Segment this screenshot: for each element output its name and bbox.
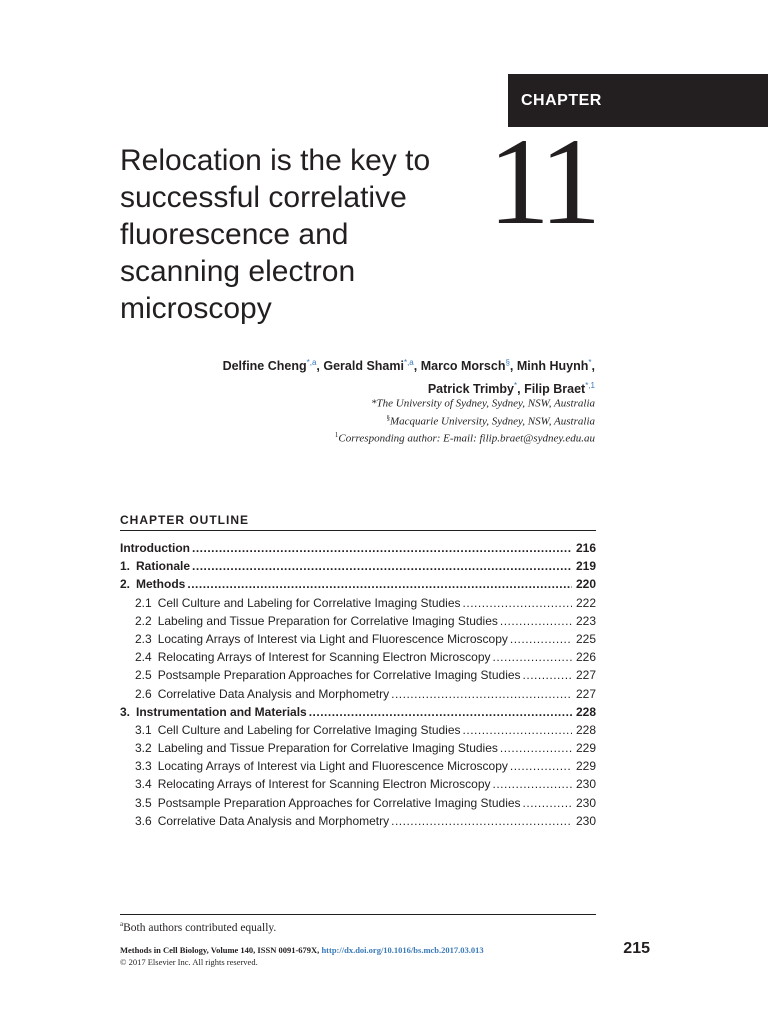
toc-entry-label: Labeling and Tissue Preparation for Correlative Imaging Studies [157, 741, 498, 756]
affiliation-text: Macquarie University, Sydney, NSW, Australia [389, 415, 595, 428]
author-marks: *,a [403, 358, 414, 367]
author-name: Minh Huynh [516, 359, 589, 374]
toc-entry-page: 230 [575, 813, 596, 828]
toc-entry[interactable] [120, 666, 596, 684]
toc-entry-number: 2. [120, 577, 131, 592]
toc-entry-label: Locating Arrays of Interest via Light and Fluorescence Microscopy [157, 631, 508, 646]
toc-entry[interactable] [120, 757, 596, 775]
toc-entry[interactable] [120, 630, 596, 648]
toc-entry-label: Labeling and Tissue Preparation for Correlative Imaging Studies [157, 613, 498, 628]
toc-entry-page: 216 [575, 541, 596, 555]
author-name: Delfine Cheng [222, 359, 307, 374]
toc-entry[interactable] [120, 812, 596, 830]
toc-entry[interactable] [120, 575, 596, 593]
outline-divider [120, 530, 596, 531]
toc-entry-page: 230 [575, 795, 596, 810]
toc-entry[interactable] [120, 739, 596, 757]
toc-entry-label: Rationale [136, 559, 191, 574]
title-line: fluorescence and [120, 218, 349, 251]
affiliation-text: Corresponding author: E-mail: filip.braet@sydney.edu.au [338, 432, 595, 445]
author-marks: * [588, 358, 592, 367]
toc-leader-dots [309, 703, 572, 721]
toc-entry-number: 2.6 [135, 686, 152, 701]
toc-leader-dots [463, 721, 572, 739]
affiliation-mark: 1 [334, 431, 339, 439]
toc-leader-dots [523, 794, 572, 812]
toc-entry-number: 3.2 [135, 741, 152, 756]
toc-entry-label: Correlative Data Analysis and Morphometry [157, 686, 390, 701]
toc-entry-number: 3.5 [135, 795, 152, 810]
toc-entry-number: 2.3 [135, 631, 152, 646]
toc-entry[interactable] [120, 775, 596, 793]
doi-link[interactable]: http://dx.doi.org/10.1016/bs.mcb.2017.03.013 [321, 945, 484, 955]
author-name: Marco Morsch [420, 359, 506, 374]
affiliation-mark: § [386, 414, 390, 422]
toc-entry[interactable] [120, 648, 596, 666]
toc-entry-page: 228 [575, 704, 596, 719]
author-name: Patrick Trimby [427, 382, 514, 397]
toc-entry-number: 3.3 [135, 759, 152, 774]
toc-entry-label: Postsample Preparation Approaches for Correlative Imaging Studies [157, 668, 521, 683]
footnote-divider [120, 914, 596, 915]
author-marks: § [505, 358, 510, 367]
toc-entry-page: 226 [575, 650, 596, 665]
chapter-number: 11 [488, 113, 596, 250]
toc-entry-page: 229 [575, 759, 596, 774]
toc-entry-page: 222 [575, 595, 596, 610]
toc-leader-dots [391, 685, 572, 703]
footnote-mark: a [120, 920, 124, 928]
toc-entry-page: 228 [575, 722, 596, 737]
author-list: Delfine Cheng$^{*,a}$, Gerald Shami$^{*,a}$, Marco Morsch§, Minh Huynh*, Patrick Trimby*, Filip Braet$^{*,1}$ [222, 358, 595, 397]
affiliation [175, 392, 595, 412]
toc-entry-page: 223 [575, 613, 596, 628]
title-line: microscopy [120, 292, 272, 325]
author-name: Gerald Shami [323, 359, 404, 374]
affiliation-text: *The University of Sydney, Sydney, NSW, Australia [371, 397, 595, 410]
toc-leader-dots [391, 812, 572, 830]
author-marks: *,1 [585, 381, 595, 391]
corresponding-author [175, 427, 595, 447]
toc-leader-dots [493, 648, 572, 666]
toc-leader-dots [463, 594, 572, 612]
toc-entry-number: 3.1 [135, 722, 152, 737]
toc-leader-dots [500, 739, 572, 757]
toc-entry-page: 225 [575, 631, 596, 646]
chapter-label: CHAPTER [508, 74, 768, 127]
toc-leader-dots [510, 630, 572, 648]
toc-leader-dots [192, 557, 572, 575]
title-line: successful correlative [120, 181, 407, 214]
journal-info [120, 944, 484, 968]
toc-leader-dots [523, 666, 572, 684]
toc-entry-page: 220 [575, 577, 596, 592]
author-marks: * [514, 381, 518, 391]
toc-entry-number: 2.1 [135, 595, 152, 610]
journal-citation: Methods in Cell Biology, Volume 140, ISSN 0091-679X, [120, 945, 320, 955]
toc-entry[interactable] [120, 703, 596, 721]
footnote-text: Both authors contributed equally. [123, 921, 277, 934]
toc-entry-page: 227 [575, 686, 596, 701]
footnote [120, 920, 276, 934]
toc-entry-label: Instrumentation and Materials [136, 704, 307, 719]
toc-leader-dots [500, 612, 572, 630]
toc-entry-number: 3. [120, 704, 131, 719]
toc-entry-label: Introduction [120, 541, 190, 555]
toc-entry-label: Locating Arrays of Interest via Light and Fluorescence Microscopy [157, 759, 508, 774]
toc-entry-number: 1. [120, 559, 131, 574]
toc-leader-dots [187, 575, 572, 593]
toc-entry-label: Relocating Arrays of Interest for Scanning Electron Microscopy [157, 777, 491, 792]
toc-entry-number: 3.6 [135, 813, 152, 828]
toc-entry-number: 2.4 [135, 650, 152, 665]
toc-entry[interactable] [120, 612, 596, 630]
toc-entry-page: 227 [575, 668, 596, 683]
toc-entry-label: Cell Culture and Labeling for Correlative Imaging Studies [157, 595, 461, 610]
copyright: © 2017 Elsevier Inc. All rights reserved. [120, 957, 258, 967]
toc-entry-page: 230 [575, 777, 596, 792]
toc-leader-dots [510, 757, 572, 775]
toc-entry-number: 2.5 [135, 668, 152, 683]
toc-entry[interactable] [120, 685, 596, 703]
toc-leader-dots [493, 775, 572, 793]
toc-entry-label: Relocating Arrays of Interest for Scanning Electron Microscopy [157, 650, 491, 665]
toc-entry[interactable] [120, 794, 596, 812]
toc-entry-label: Postsample Preparation Approaches for Correlative Imaging Studies [157, 795, 521, 810]
toc-entry-number: 3.4 [135, 777, 152, 792]
toc-entry[interactable] [120, 539, 596, 557]
toc-entry[interactable] [120, 557, 596, 575]
author-marks: *,a [306, 358, 317, 367]
toc-entry-number: 2.2 [135, 613, 152, 628]
toc-entry-label: Cell Culture and Labeling for Correlative Imaging Studies [157, 722, 461, 737]
title-line: scanning electron [120, 255, 356, 288]
title-line: Relocation is the key to [120, 144, 431, 177]
toc-entry-label: Correlative Data Analysis and Morphometry [157, 813, 390, 828]
toc-entry[interactable] [120, 721, 596, 739]
toc-entry-label: Methods [136, 577, 186, 592]
table-of-contents [120, 539, 596, 830]
author-name: Filip Braet [524, 382, 586, 397]
toc-entry[interactable] [120, 594, 596, 612]
toc-entry-page: 229 [575, 741, 596, 756]
outline-title: CHAPTER OUTLINE [120, 513, 249, 527]
page-number: 215 [623, 940, 650, 957]
toc-leader-dots [192, 539, 572, 557]
chapter-title [120, 142, 500, 327]
toc-entry-page: 219 [575, 559, 596, 574]
